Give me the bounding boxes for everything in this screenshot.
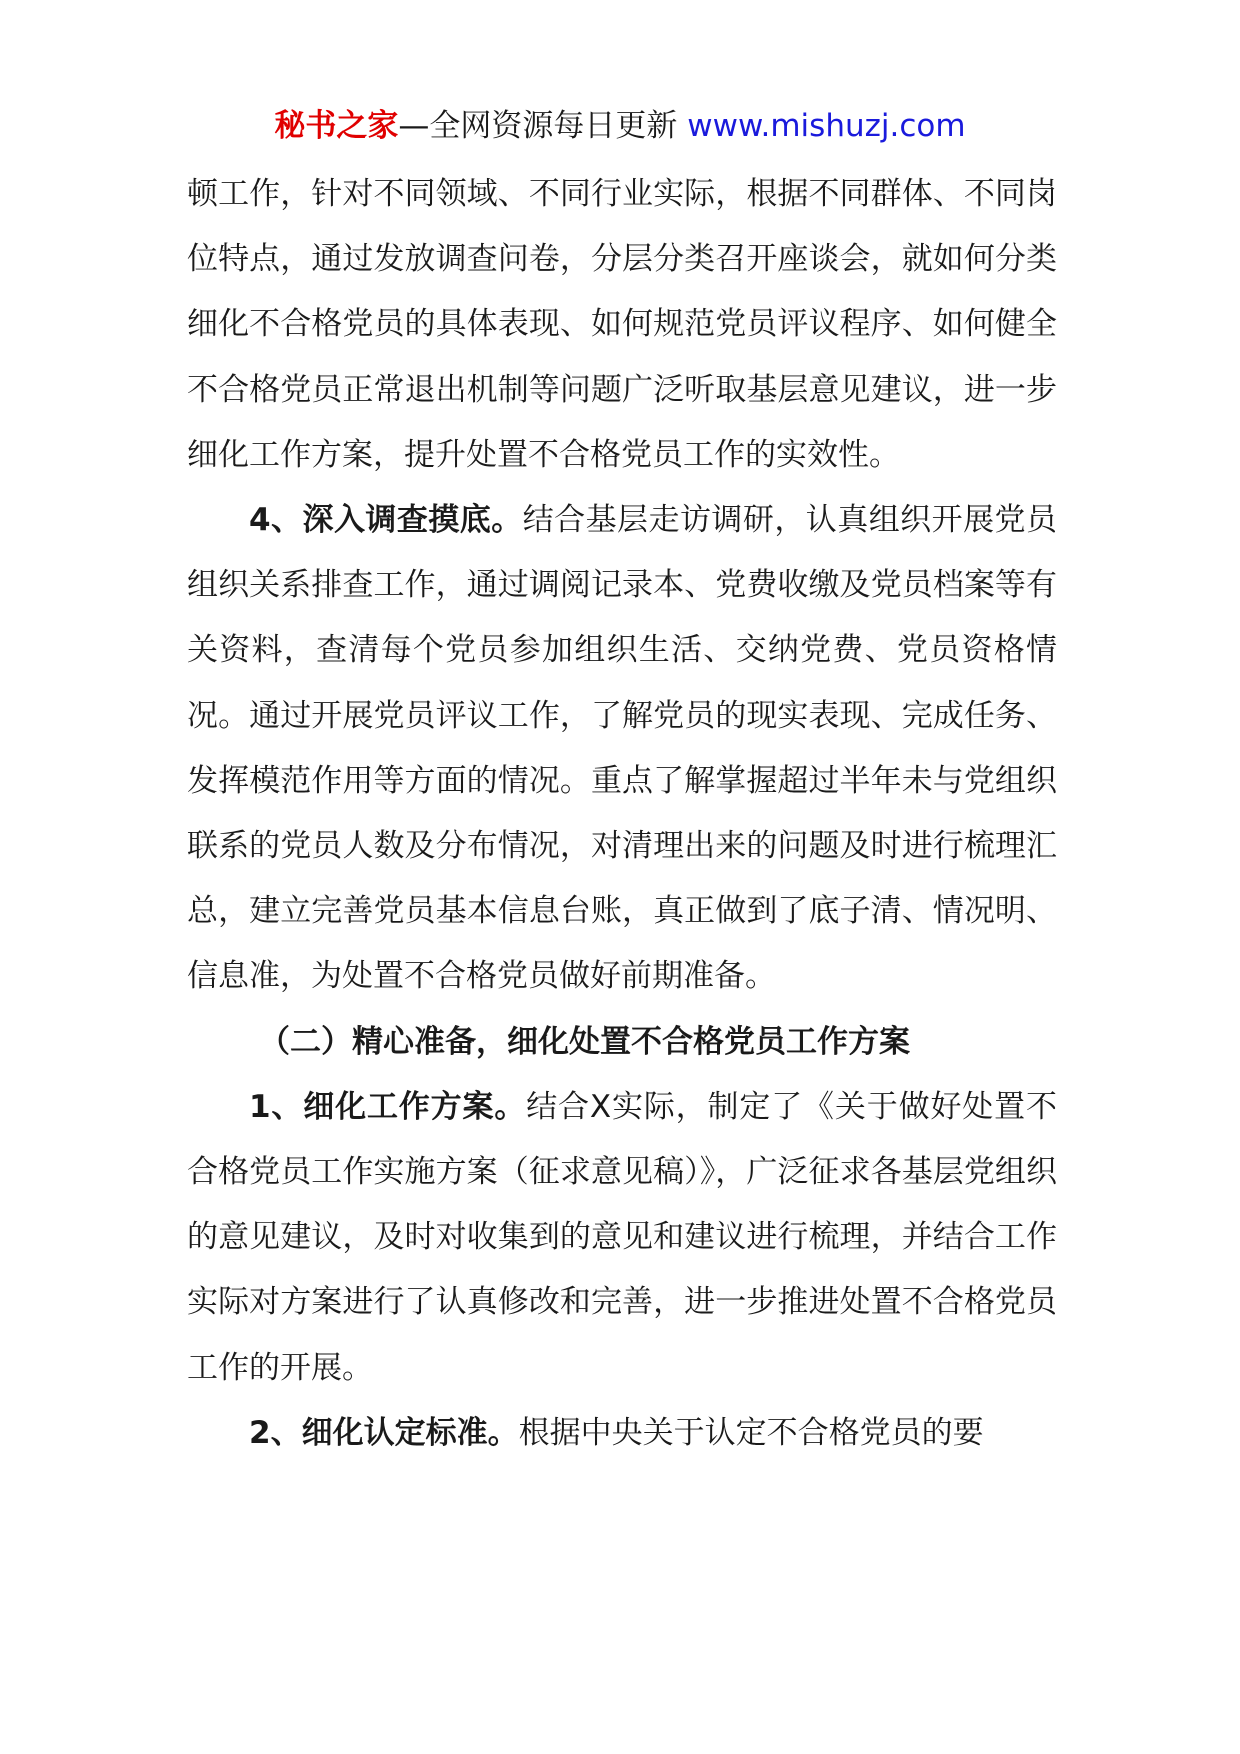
section-heading: （二）精心准备，细化处置不合格党员工作方案 xyxy=(259,1023,910,1060)
paragraph-standards xyxy=(187,1401,1057,1466)
paragraph-title: 1、细化工作方案。 xyxy=(249,1088,527,1125)
paragraph-text: 结合X实际，制定了《关于做好处置不合格党员工作实施方案（征求意见稿）》，广泛征求各基层党组织的意见建议，及时对收集到的意见和建议进行梳理，并结合工作实际对方案进行了认真修改和完善，进一步推进处置不合格党员工作的开展。 xyxy=(187,1088,1057,1386)
paragraph-text: 根据中央关于认定不合格党员的要 xyxy=(518,1414,984,1451)
page-header xyxy=(0,98,1240,154)
paragraph-title: 4、深入调查摸底。 xyxy=(249,502,523,539)
paragraph-investigation xyxy=(187,488,1057,1010)
document-body xyxy=(187,162,1057,1466)
header-tagline: —全网资源每日更新 xyxy=(398,108,678,144)
paragraph-work-plan xyxy=(187,1075,1057,1401)
paragraph-text: 结合基层走访调研，认真组织开展党员组织关系排查工作，通过调阅记录本、党费收缴及党员档案等有关资料，查清每个党员参加组织生活、交纳党费、党员资格情况。通过开展党员评议工作，了解党员的现实表现、完成任务、发挥模范作用等方面的情况。重点了解掌握超过半年未与党组织联系的党员人数及分布情况，对清理出来的问题及时进行梳理汇总，建立完善党员基本信息台账，真正做到了底子清、情况明、信息准，为处置不合格党员做好前期准备。 xyxy=(187,502,1057,995)
brand-name: 秘书之家 xyxy=(274,108,399,144)
paragraph-title: 2、细化认定标准。 xyxy=(249,1414,519,1451)
website-link[interactable]: www.mishuzj.com xyxy=(687,108,966,144)
paragraph-continuation: 顿工作，针对不同领域、不同行业实际，根据不同群体、不同岗位特点，通过发放调查问卷，分层分类召开座谈会，就如何分类细化不合格党员的具体表现、如何规范党员评议程序、如何健全不合格党员正常退出机制等问题广泛听取基层意见建议，进一步细化工作方案，提升处置不合格党员工作的实效性。 xyxy=(187,176,1057,473)
